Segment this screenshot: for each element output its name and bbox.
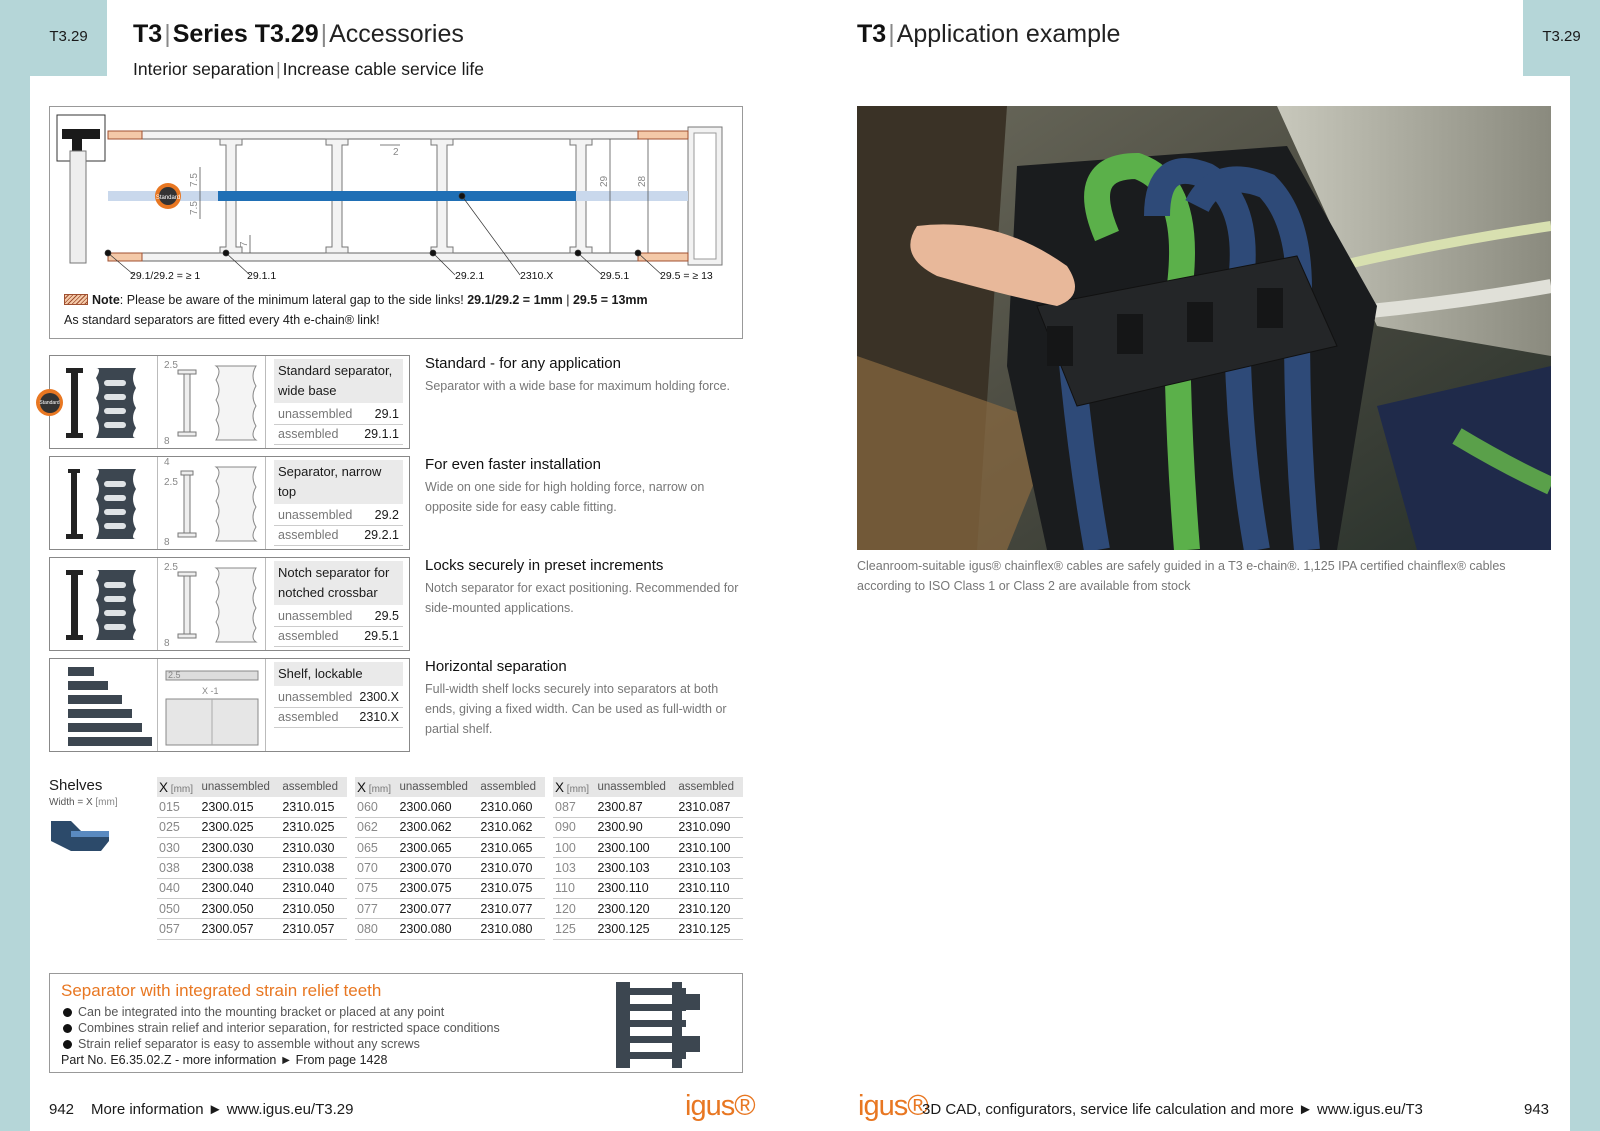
table-row: [355, 858, 545, 878]
part-row: unassembled 29.1: [274, 405, 403, 425]
unassembled-part-cell: 2300.90: [595, 817, 676, 837]
assembled-part-cell: 2310.057: [280, 919, 347, 939]
width-cell: 120: [553, 898, 595, 918]
photo-caption: Cleanroom-suitable igus® chainflex® cables are safely guided in a T3 e-chain®. 1,125 IPA certified chainflex® cables according to ISO Class 1 or Class 2 are available from stock: [857, 559, 1506, 593]
dim-label: 2.5: [168, 670, 181, 680]
callout-label: 29.1/29.2 = ≥ 1: [130, 270, 201, 282]
width-cell: 065: [355, 838, 397, 858]
part-row: unassembled 2300.X: [274, 688, 403, 708]
strain-relief-separator-image: [606, 980, 706, 1070]
product-standard-separator: [39, 355, 410, 449]
shelf-icon: [49, 815, 111, 857]
assembled-part-cell: 2310.120: [676, 898, 743, 918]
width-cell: 075: [355, 878, 397, 898]
table-row: [553, 838, 743, 858]
table-header-row: [355, 777, 545, 797]
product-description: Horizontal separation Full-width shelf locks securely into separators at both ends, giving a fixed width. Can be used as full-width or partial shelf.: [425, 658, 727, 736]
shelves-table: [157, 777, 347, 940]
width-cell: 060: [355, 797, 397, 817]
width-cell: 087: [553, 797, 595, 817]
application-photo: [857, 106, 1551, 550]
configurator-link[interactable]: 3D CAD, configurators, service life calculation and more ► www.igus.eu/T3: [922, 1101, 1423, 1118]
unassembled-part-cell: 2300.015: [199, 797, 280, 817]
product-shelf-lockable: [49, 658, 410, 752]
callout-label: 29.5 = ≥ 13: [660, 270, 713, 282]
unassembled-part-cell: 2300.070: [397, 858, 478, 878]
column-header: X [mm]: [355, 777, 397, 797]
separator-dimension-drawing: [158, 558, 266, 650]
strain-relief-bullets: [61, 1004, 500, 1052]
assembled-part-cell: 2310.060: [478, 797, 545, 817]
dim-label: 8: [164, 436, 170, 447]
dim-label: 2.5: [164, 477, 178, 488]
table-row: [553, 919, 743, 939]
dim-label: 2: [393, 147, 399, 158]
unassembled-part-cell: 2300.030: [199, 838, 280, 858]
igus-logo: igus®: [858, 1090, 928, 1122]
width-cell: 080: [355, 919, 397, 939]
table-header-row: [157, 777, 347, 797]
dim-label: X -1: [202, 686, 219, 696]
width-cell: 090: [553, 817, 595, 837]
unassembled-part-cell: 2300.025: [199, 817, 280, 837]
table-row: [157, 838, 347, 858]
width-cell: 103: [553, 858, 595, 878]
part-number-link[interactable]: Part No. E6.35.02.Z - more information ► From page 1428: [61, 1053, 388, 1067]
product-name: Separator, narrow top: [274, 460, 403, 504]
chain-cross-section-drawing: [50, 107, 744, 287]
width-cell: 040: [157, 878, 199, 898]
separation-diagram: [49, 106, 743, 339]
part-row: assembled 29.1.1: [274, 425, 403, 445]
callout-label: 29.2.1: [455, 270, 485, 282]
width-cell: 050: [157, 898, 199, 918]
column-header: X [mm]: [553, 777, 595, 797]
table-row: [553, 797, 743, 817]
assembled-part-cell: 2310.065: [478, 838, 545, 858]
width-cell: 025: [157, 817, 199, 837]
standard-badge-text: Standard: [155, 195, 181, 201]
width-cell: 062: [355, 817, 397, 837]
assembled-part-cell: 2310.090: [676, 817, 743, 837]
part-row: assembled 29.5.1: [274, 627, 403, 647]
shelves-width-note: Width = X [mm]: [49, 797, 118, 808]
product-description: Locks securely in preset increments Notch separator for exact positioning. Recommended for side-mounted applications.: [425, 557, 739, 615]
table-row: [157, 817, 347, 837]
dim-label: 8: [164, 537, 170, 548]
shelves-table: [553, 777, 743, 940]
product-name: Standard separator, wide base: [274, 359, 403, 403]
more-info-link[interactable]: More information ► www.igus.eu/T3.29: [91, 1101, 354, 1118]
left-margin-band: [0, 0, 30, 1131]
unassembled-part-cell: 2300.120: [595, 898, 676, 918]
width-cell: 030: [157, 838, 199, 858]
page-number: 942: [49, 1101, 75, 1118]
assembled-part-cell: 2310.062: [478, 817, 545, 837]
assembled-part-cell: 2310.103: [676, 858, 743, 878]
separator-dimension-drawing: [158, 457, 266, 549]
table-row: [553, 898, 743, 918]
column-header: unassembled: [199, 777, 280, 797]
assembled-part-cell: 2310.125: [676, 919, 743, 939]
width-cell: 015: [157, 797, 199, 817]
dim-label: 7.5: [189, 173, 200, 187]
page-subtitle: Interior separation | Increase cable service life: [133, 59, 484, 79]
product-notch-separator: [49, 557, 410, 651]
column-header: assembled: [280, 777, 347, 797]
assembled-part-cell: 2310.110: [676, 878, 743, 898]
shelves-table: [355, 777, 545, 940]
unassembled-part-cell: 2300.87: [595, 797, 676, 817]
table-row: [157, 797, 347, 817]
table-row: [157, 878, 347, 898]
dim-label: 29: [599, 175, 610, 187]
standard-badge: Standard: [36, 389, 63, 416]
part-row: assembled 2310.X: [274, 708, 403, 728]
assembled-part-cell: 2310.075: [478, 878, 545, 898]
lateral-gap-note: Note: Please be aware of the minimum lateral gap to the side links! 29.1/29.2 = 1mm | 29.5 = 13mm: [64, 293, 648, 307]
assembled-part-cell: 2310.100: [676, 838, 743, 858]
bullet-item: Strain relief separator is easy to assemble without any screws: [61, 1036, 500, 1052]
page-title: T3|Application example: [857, 20, 1121, 48]
width-cell: 100: [553, 838, 595, 858]
width-cell: 070: [355, 858, 397, 878]
assembled-part-cell: 2310.077: [478, 898, 545, 918]
column-header: unassembled: [595, 777, 676, 797]
width-cell: 110: [553, 878, 595, 898]
callout-label: 29.1.1: [247, 270, 277, 282]
table-row: [355, 898, 545, 918]
product-description: Standard - for any application Separator with a wide base for maximum holding force.: [425, 355, 731, 393]
strain-relief-box: [49, 973, 743, 1073]
column-header: assembled: [478, 777, 545, 797]
separator-product-image: [50, 457, 158, 549]
assembled-part-cell: 2310.038: [280, 858, 347, 878]
unassembled-part-cell: 2300.057: [199, 919, 280, 939]
column-header: unassembled: [397, 777, 478, 797]
table-row: [157, 898, 347, 918]
part-row: assembled 29.2.1: [274, 526, 403, 546]
dim-label: 2.5: [164, 360, 178, 371]
column-header: X [mm]: [157, 777, 199, 797]
assembled-part-cell: 2310.050: [280, 898, 347, 918]
width-cell: 125: [553, 919, 595, 939]
strain-relief-title: Separator with integrated strain relief teeth: [61, 981, 382, 1000]
dim-label: 7: [239, 241, 250, 247]
product-narrow-top-separator: [49, 456, 410, 550]
page-title: T3|Series T3.29|Accessories: [133, 20, 464, 48]
part-row: unassembled 29.2: [274, 506, 403, 526]
table-row: [355, 919, 545, 939]
section-tab: T3.29: [1523, 0, 1600, 76]
product-description: For even faster installation Wide on one side for high holding force, narrow on opposite side for easy cable fitting.: [425, 456, 705, 514]
dim-label: 4: [164, 457, 170, 468]
assembled-part-cell: 2310.030: [280, 838, 347, 858]
width-cell: 057: [157, 919, 199, 939]
part-row: unassembled 29.5: [274, 607, 403, 627]
table-row: [157, 919, 347, 939]
unassembled-part-cell: 2300.125: [595, 919, 676, 939]
unassembled-part-cell: 2300.038: [199, 858, 280, 878]
dim-label: 8: [164, 638, 170, 649]
hatch-legend-swatch: [64, 294, 88, 305]
page-number: 943: [1524, 1101, 1550, 1118]
separator-interval-note: As standard separators are fitted every 4th e-chain® link!: [64, 313, 380, 327]
shelf-product-image: [50, 659, 158, 751]
dim-label: 2.5: [164, 562, 178, 573]
unassembled-part-cell: 2300.100: [595, 838, 676, 858]
callout-label: 29.5.1: [600, 270, 630, 282]
table-header-row: [553, 777, 743, 797]
table-row: [355, 838, 545, 858]
assembled-part-cell: 2310.087: [676, 797, 743, 817]
separator-dimension-drawing: [158, 356, 266, 448]
unassembled-part-cell: 2300.065: [397, 838, 478, 858]
section-tab: T3.29: [30, 0, 107, 76]
table-row: [355, 878, 545, 898]
shelves-heading: Shelves: [49, 777, 103, 794]
table-row: [553, 858, 743, 878]
unassembled-part-cell: 2300.110: [595, 878, 676, 898]
unassembled-part-cell: 2300.080: [397, 919, 478, 939]
separator-product-image: [50, 558, 158, 650]
unassembled-part-cell: 2300.062: [397, 817, 478, 837]
separator-product-image: [50, 356, 158, 448]
callout-label: 2310.X: [520, 270, 554, 282]
dim-label: 28: [637, 175, 648, 187]
column-header: assembled: [676, 777, 743, 797]
table-row: [355, 797, 545, 817]
igus-logo: igus®: [685, 1090, 755, 1122]
width-cell: 038: [157, 858, 199, 878]
assembled-part-cell: 2310.070: [478, 858, 545, 878]
assembled-part-cell: 2310.025: [280, 817, 347, 837]
bullet-item: Can be integrated into the mounting bracket or placed at any point: [61, 1004, 500, 1020]
assembled-part-cell: 2310.015: [280, 797, 347, 817]
product-name: Shelf, lockable: [274, 662, 403, 686]
shelf-dimension-drawing: [158, 659, 266, 751]
table-row: [553, 878, 743, 898]
unassembled-part-cell: 2300.060: [397, 797, 478, 817]
unassembled-part-cell: 2300.040: [199, 878, 280, 898]
unassembled-part-cell: 2300.075: [397, 878, 478, 898]
table-row: [355, 817, 545, 837]
assembled-part-cell: 2310.040: [280, 878, 347, 898]
product-name: Notch separator for notched crossbar: [274, 561, 403, 605]
bullet-item: Combines strain relief and interior separation, for restricted space conditions: [61, 1020, 500, 1036]
unassembled-part-cell: 2300.050: [199, 898, 280, 918]
unassembled-part-cell: 2300.103: [595, 858, 676, 878]
table-row: [157, 858, 347, 878]
assembled-part-cell: 2310.080: [478, 919, 545, 939]
table-row: [553, 817, 743, 837]
right-margin-band: [1570, 0, 1600, 1131]
width-cell: 077: [355, 898, 397, 918]
unassembled-part-cell: 2300.077: [397, 898, 478, 918]
dim-label: 7.5: [189, 201, 200, 215]
